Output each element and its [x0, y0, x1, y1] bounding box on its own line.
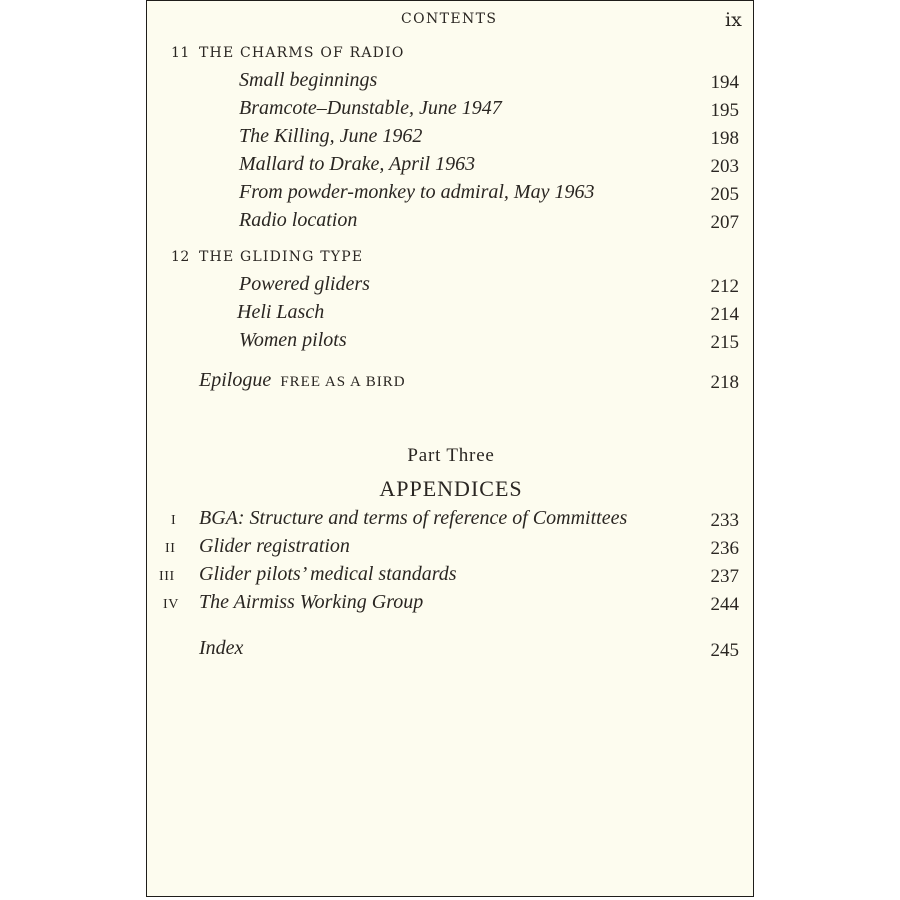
- toc-entry-title: Women pilots: [239, 329, 347, 351]
- toc-entry-page: 215: [710, 332, 739, 353]
- toc-entry-title: From powder-monkey to admiral, May 1963: [239, 181, 595, 203]
- running-header-title: CONTENTS: [401, 11, 498, 27]
- toc-entry-page: 214: [710, 304, 739, 325]
- book-page: [146, 0, 754, 897]
- toc-entry-page: 212: [710, 276, 739, 297]
- appendix-page: 244: [710, 594, 739, 615]
- chapter-11-number: 11: [171, 45, 190, 61]
- appendix-page: 237: [710, 566, 739, 587]
- chapter-12-title: THE GLIDING TYPE: [199, 249, 364, 265]
- toc-entry-page: 207: [710, 212, 739, 233]
- toc-entry-title: Bramcote–Dunstable, June 1947: [239, 97, 502, 119]
- toc-entry-page: 203: [710, 156, 739, 177]
- part-three-label: Part Three: [407, 445, 495, 466]
- index-page: 245: [710, 640, 739, 661]
- toc-entry-title: Small beginnings: [239, 69, 378, 91]
- toc-entry-title: The Killing, June 1962: [239, 125, 423, 147]
- toc-entry-title: Heli Lasch: [237, 301, 325, 323]
- epilogue-label: Epilogue: [199, 369, 272, 391]
- toc-entry-page: 205: [710, 184, 739, 205]
- index-title: Index: [199, 637, 244, 659]
- epilogue-entry: [199, 369, 406, 392]
- chapter-11-title: THE CHARMS OF RADIO: [199, 45, 405, 61]
- appendix-numeral: IV: [163, 597, 179, 612]
- appendix-title: Glider pilots’ medical standards: [199, 563, 457, 585]
- appendix-title: The Airmiss Working Group: [199, 591, 424, 613]
- toc-entry-title: Mallard to Drake, April 1963: [239, 153, 476, 175]
- toc-entry-title: Radio location: [239, 209, 358, 231]
- appendix-numeral: I: [171, 513, 177, 528]
- appendix-page: 233: [710, 510, 739, 531]
- appendix-numeral: III: [159, 569, 175, 584]
- appendix-title: Glider registration: [199, 535, 350, 557]
- toc-entry-page: 194: [710, 72, 739, 93]
- appendix-page: 236: [710, 538, 739, 559]
- epilogue-title: FREE AS A BIRD: [280, 374, 406, 390]
- toc-entry-title: Powered gliders: [239, 273, 370, 295]
- toc-entry-page: 195: [710, 100, 739, 121]
- appendices-heading: APPENDICES: [379, 476, 523, 501]
- toc-entry-page: 198: [710, 128, 739, 149]
- epilogue-page: 218: [710, 372, 739, 393]
- chapter-12-number: 12: [171, 249, 190, 265]
- running-header-page-number: ix: [725, 9, 742, 31]
- appendix-title: BGA: Structure and terms of reference of Committees: [199, 507, 628, 529]
- appendix-numeral: II: [165, 541, 176, 556]
